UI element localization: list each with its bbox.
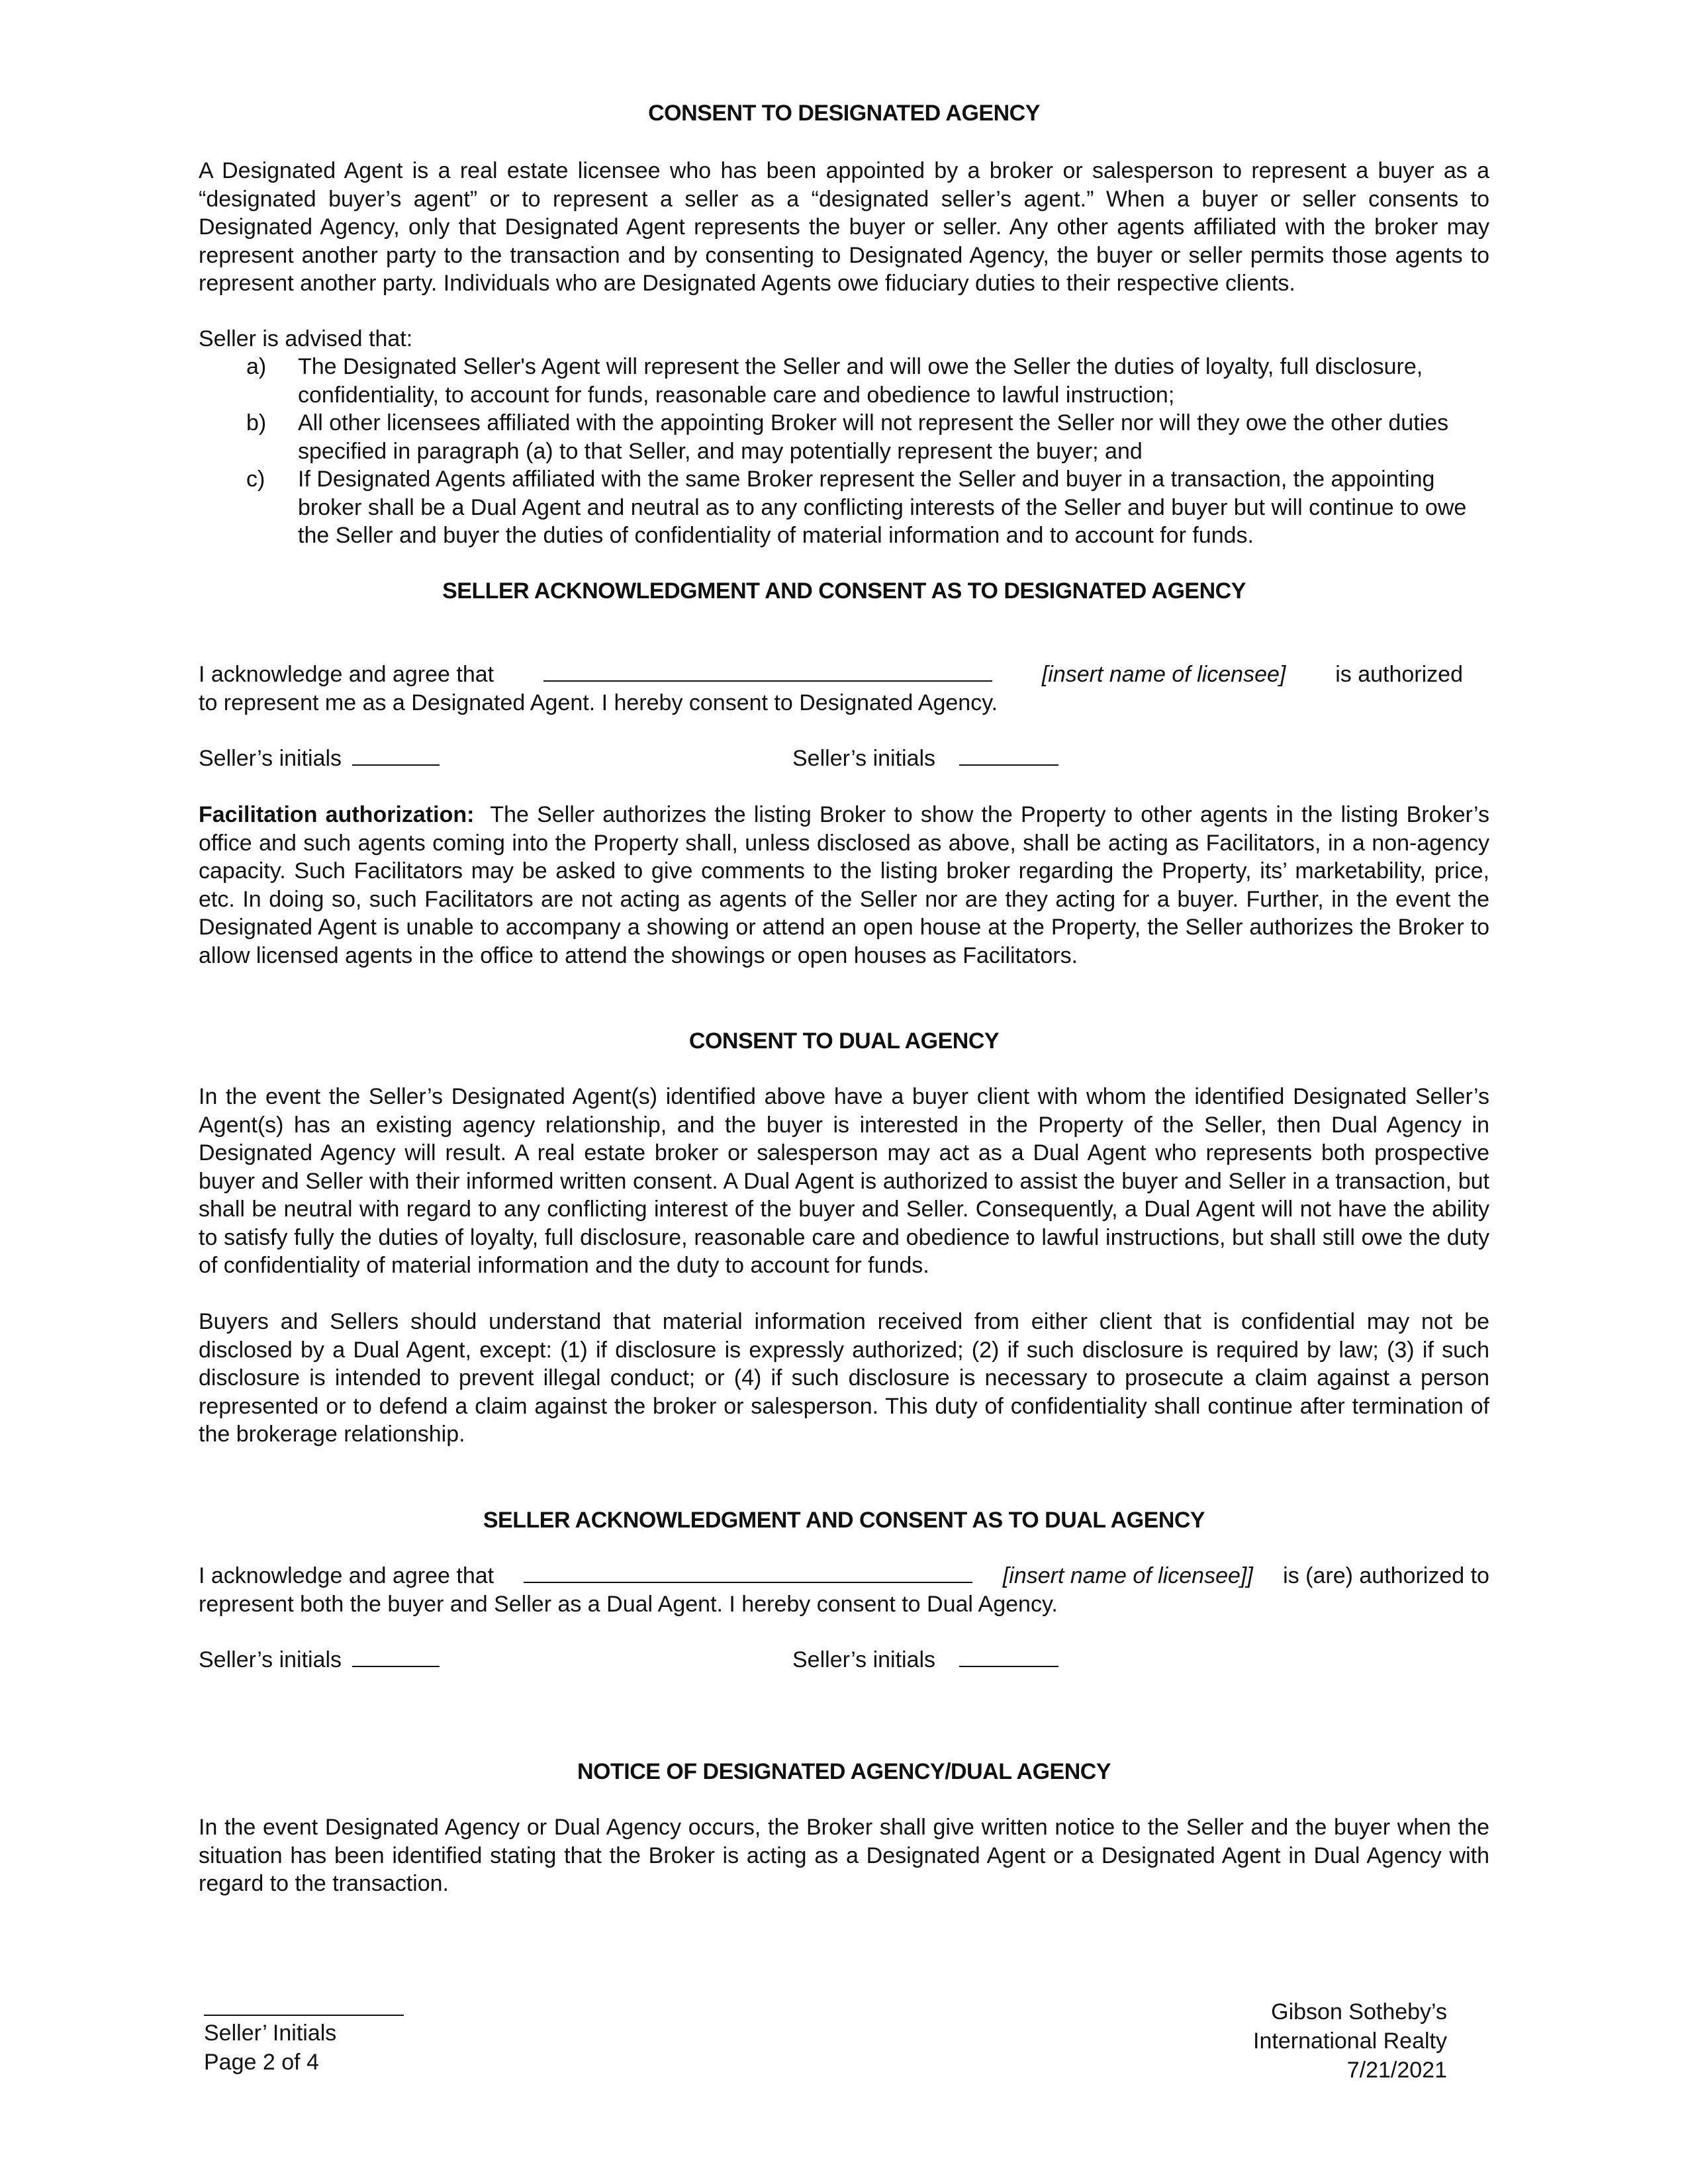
- initials-blank[interactable]: [959, 745, 1058, 766]
- licensee-name-blank[interactable]: [524, 1562, 972, 1583]
- footer-initials-label: Seller’ Initials: [204, 2021, 337, 2046]
- licensee-name-blank[interactable]: [543, 660, 992, 682]
- facilitation-authorization: [199, 801, 1489, 970]
- ack-prefix: I acknowledge and agree that: [199, 1563, 494, 1588]
- notice-paragraph: In the event Designated Agency or Dual Agency occurs, the Broker shall give written notice to the Seller and the buyer when the situation has been identified stating that the Broker is acting as a Designated Agent or a Designated Agent in Dual Agency with regard to the transaction.: [199, 1815, 1489, 1896]
- ack-insert-note: [insert name of licensee]: [1041, 662, 1286, 687]
- list-marker: a): [246, 354, 267, 379]
- list-marker: b): [246, 410, 267, 435]
- seller-advised-text: Seller is advised that:: [199, 326, 413, 351]
- ack-line-2: to represent me as a Designated Agent. I hereby consent to Designated Agency.: [199, 690, 998, 715]
- initials-signature-line[interactable]: [204, 1999, 404, 2016]
- footer-right: [1253, 1997, 1447, 2085]
- list-item-text: If Designated Agents affiliated with the same Broker represent the Seller and buyer in a transaction, the appointing broker shall be a Dual Agent and neutral as to any conflicting interests of the Seller and buyer but will continue to owe the Seller and buyer the duties of confidentiality of material information and to account for funds.: [298, 467, 1467, 548]
- initials-blank[interactable]: [352, 745, 440, 766]
- page-number: Page 2 of 4: [204, 2050, 319, 2075]
- heading-seller-ack-designated: SELLER ACKNOWLEDGMENT AND CONSENT AS TO DESIGNATED AGENCY: [442, 578, 1246, 604]
- dual-agency-paragraph-2: Buyers and Sellers should understand that material information received from either client that is confidential may not be disclosed by a Dual Agent, except: (1) if disclosure is expressly authorized; (2) if such disclosure is required by law; (3) if such disclosure is intended to prevent illegal conduct; or (4) if such disclosure is necessary to prosecute a claim against a person represented or to defend a claim against the broker or salesperson. This duty of confidentiality shall continue after termination of the brokerage relationship.: [199, 1309, 1489, 1447]
- initials-label: Seller’s initials: [792, 746, 936, 771]
- company-name-line-1: Gibson Sotheby’s: [1271, 1999, 1447, 2025]
- ack-line-2: represent both the buyer and Seller as a Dual Agent. I hereby consent to Dual Agency.: [199, 1591, 1058, 1617]
- seller-initials-left: [199, 1646, 440, 1674]
- seller-initials-right: [792, 745, 1058, 773]
- seller-advised-list: [199, 353, 1489, 550]
- ack-prefix: I acknowledge and agree that: [199, 662, 494, 687]
- heading-notice: NOTICE OF DESIGNATED AGENCY/DUAL AGENCY: [577, 1759, 1111, 1784]
- list-item: [199, 465, 1489, 550]
- seller-initials-left: [199, 745, 440, 773]
- designated-agent-intro: A Designated Agent is a real estate licensee who has been appointed by a broker or salesperson to represent a buyer as a “designated buyer’s agent” or to represent a seller as a “designated seller’s agent.” When a buyer or seller consents to Designated Agency, only that Designated Agent represents the buyer or seller. Any other agents affiliated with the broker may represent another party to the transaction and by consenting to Designated Agency, the buyer or seller permits those agents to represent another party. Individuals who are Designated Agents owe fiduciary duties to their respective clients.: [199, 158, 1489, 296]
- initials-label: Seller’s initials: [792, 1647, 936, 1672]
- heading-seller-ack-dual: SELLER ACKNOWLEDGMENT AND CONSENT AS TO DUAL AGENCY: [483, 1508, 1205, 1533]
- heading-consent-dual-agency: CONSENT TO DUAL AGENCY: [688, 1028, 1000, 1054]
- revision-date: 7/21/2021: [1346, 2058, 1447, 2083]
- list-item-text: The Designated Seller's Agent will represent the Seller and will owe the Seller the duties of loyalty, full disclosure, confidentiality, to account for funds, reasonable care and obedience to lawful instruction;: [298, 354, 1423, 408]
- initials-blank[interactable]: [352, 1646, 440, 1667]
- dual-agency-paragraph-1: In the event the Seller’s Designated Agent(s) identified above have a buyer client with whom the identified Designated Seller’s Agent(s) has an existing agency relationship, and the buyer is interested in the Property of the Seller, then Dual Agency in Designated Agency will result. A real estate broker or salesperson may act as a Dual Agent who represents both prospective buyer and Seller with their informed written consent. A Dual Agent is authorized to assist the buyer and Seller in a transaction, but shall be neutral with regard to any conflicting interest of the buyer and Seller. Consequently, a Dual Agent will not have the ability to satisfy fully the duties of loyalty, full disclosure, reasonable care and obedience to lawful instructions, but shall still owe the duty of confidentiality of material information and the duty to account for funds.: [199, 1084, 1489, 1278]
- dual-ack-statement: [199, 1562, 1489, 1618]
- initials-label: Seller’s initials: [199, 746, 342, 771]
- footer-left: [204, 1999, 404, 2077]
- list-item: [199, 409, 1489, 465]
- company-name-line-2: International Realty: [1253, 2028, 1447, 2054]
- list-item-text: All other licensees affiliated with the appointing Broker will not represent the Seller nor will they owe the other duties specified in paragraph (a) to that Seller, and may potentially represent the buyer; and: [298, 410, 1449, 464]
- heading-consent-designated-agency: CONSENT TO DESIGNATED AGENCY: [648, 101, 1040, 126]
- facilitation-text: The Seller authorizes the listing Broker to show the Property to other agents in the listing Broker’s office and such agents coming into the Property shall, unless disclosed as above, shall be acting as Facilitators, in a non-agency capacity. Such Facilitators may be asked to give comments to the listing broker regarding the Property, its’ marketability, price, etc. In doing so, such Facilitators are not acting as agents of the Seller nor are they acting for a buyer. Further, in the event the Designated Agent is unable to accompany a showing or attend an open house at the Property, the Seller authorizes the Broker to allow licensed agents in the office to attend the showings or open houses as Facilitators.: [199, 802, 1490, 968]
- ack-suffix: is (are) authorized to: [1283, 1563, 1489, 1588]
- ack-suffix: is authorized: [1335, 662, 1463, 687]
- list-marker: c): [246, 467, 265, 492]
- list-item: [199, 353, 1489, 409]
- initials-label: Seller’s initials: [199, 1647, 342, 1672]
- facilitation-label: Facilitation authorization:: [199, 802, 475, 827]
- ack-insert-note: [insert name of licensee]]: [1002, 1563, 1253, 1588]
- designated-ack-statement: [199, 660, 1489, 717]
- initials-blank[interactable]: [959, 1646, 1058, 1667]
- seller-initials-right: [792, 1646, 1058, 1674]
